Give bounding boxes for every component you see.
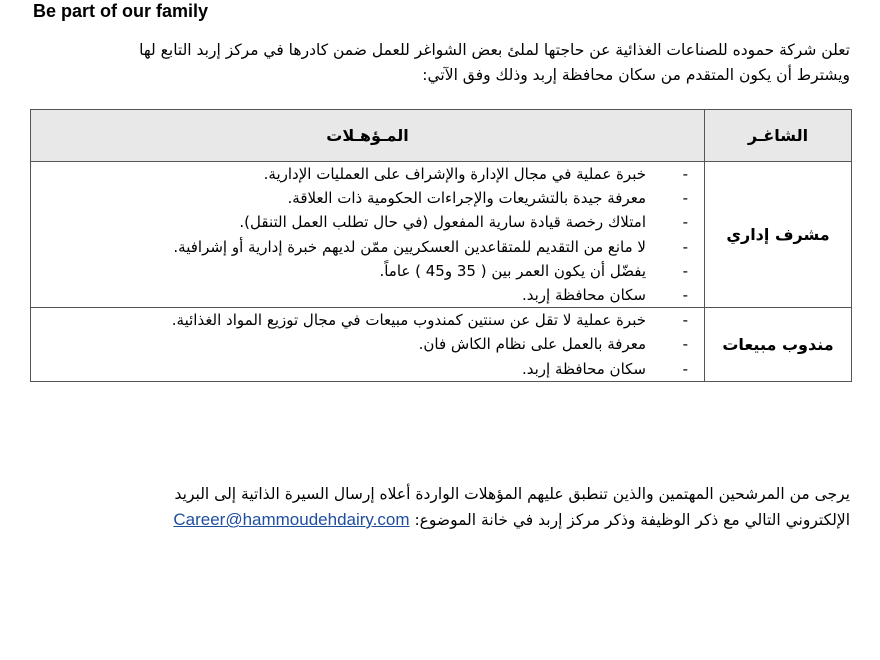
qualification-item: - خبرة عملية لا تقل عن سنتين كمندوب مبيعات في مجال توزيع المواد الغذائية. [31,308,704,332]
table-row [31,162,852,308]
header-qualifications: المـؤهـلات [31,110,705,162]
header-job: الشاغـر [705,110,852,162]
qualification-item: - لا مانع من التقديم للمتقاعدين العسكريين ممّن لديهم خبرة إدارية أو إشرافية. [31,235,704,259]
qualifications-list [31,308,704,381]
closing-paragraph [30,482,850,533]
closing-line-2-text: الإلكتروني التالي مع ذكر الوظيفة وذكر مركز إربد في خانة الموضوع: [414,511,850,529]
qualifications-cell [31,308,705,382]
qualification-item: - خبرة عملية في مجال الإدارة والإشراف على العمليات الإدارية. [31,162,704,186]
job-title-sales-rep: مندوب مبيعات [705,308,852,382]
qualification-item: - يفضّل أن يكون العمر بين ( 35 و45 ) عاماً. [31,259,704,283]
intro-paragraph [30,38,850,88]
job-title-admin-supervisor: مشرف إداري [705,162,852,308]
closing-line-1: يرجى من المرشحين المهتمين والذين تنطبق عليهم المؤهلات الواردة أعلاه إرسال السيرة الذاتية إلى البريد [174,485,850,503]
email-link[interactable]: Career@hammoudehdairy.com [173,510,410,529]
qualification-item: - سكان محافظة إربد. [31,283,704,307]
intro-line-2: ويشترط أن يكون المتقدم من سكان محافظة إربد وذلك وفق الآتي: [422,66,850,84]
qualification-item: - معرفة بالعمل على نظام الكاش فان. [31,332,704,356]
table-row [31,308,852,382]
intro-line-1: تعلن شركة حموده للصناعات الغذائية عن حاجتها لملئ بعض الشواغر للعمل ضمن كادرها في مركز إربد التابع لها [139,41,850,59]
qualification-item: - امتلاك رخصة قيادة سارية المفعول (في حال تطلب العمل التنقل). [31,210,704,234]
qualification-item: - معرفة جيدة بالتشريعات والإجراءات الحكومية ذات العلاقة. [31,186,704,210]
page-heading: Be part of our family [33,1,209,21]
closing-line-2 [30,507,850,533]
vacancies-table [30,109,852,382]
qualifications-cell [31,162,705,308]
table-header-row [31,110,852,162]
qualification-item: - سكان محافظة إربد. [31,357,704,381]
qualifications-list [31,162,704,307]
